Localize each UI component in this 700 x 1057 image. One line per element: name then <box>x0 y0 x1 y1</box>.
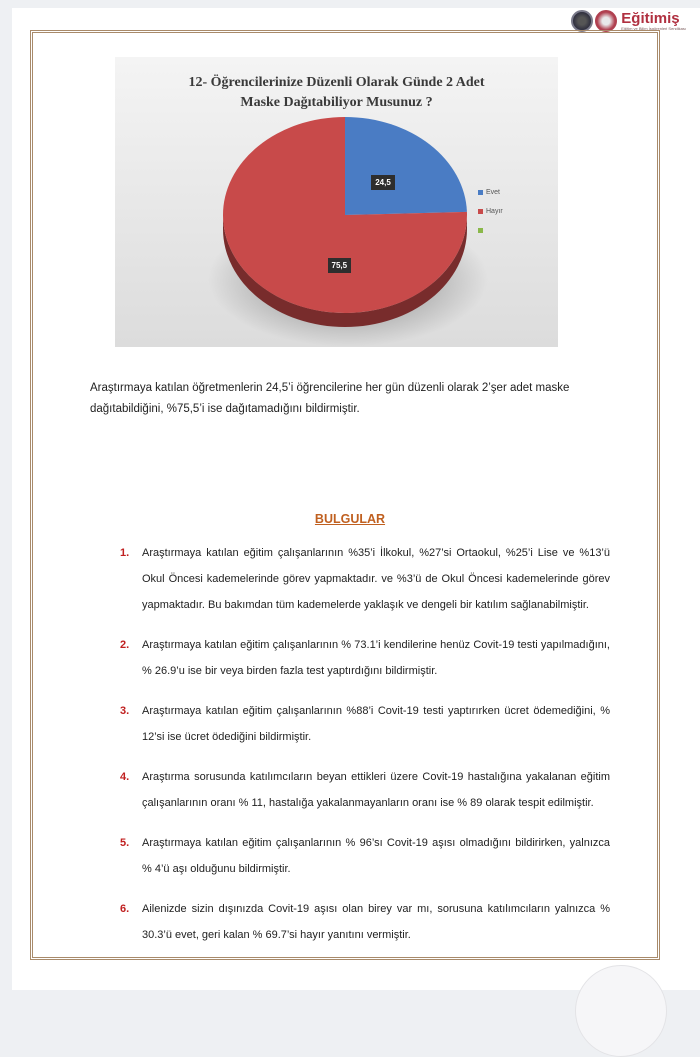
logo-word: Eğitimiş <box>621 10 680 27</box>
section-title-bulgular: BULGULAR <box>314 512 386 526</box>
legend-swatch <box>478 228 483 233</box>
emblem-icon <box>571 10 593 32</box>
legend-item <box>478 202 503 220</box>
legend-swatch <box>478 209 483 214</box>
finding-number: 2. <box>120 639 130 651</box>
chart-title <box>115 73 558 113</box>
finding-text: Araştırmaya katılan eğitim çalışanlarının %35’i İlkokul, %27’si Ortaokul, %25’i Lise ve %13’ü Okul Öncesi kademelerinde görev yapmaktadır. ve %3’ü de Okul Öncesi kademelerinde görev yapmaktadır. Bu bakımdan tüm kademelerde yaklaşık ve dengeli bir katılım sağlanabilmiştir. <box>142 547 610 611</box>
finding-item <box>120 830 610 882</box>
finding-number: 6. <box>120 903 130 915</box>
logo-text-block <box>621 11 686 31</box>
finding-text: Araştırmaya katılan eğitim çalışanlarının %88’i Covit-19 testi yaptırırken ücret ödemediğini, % 12’si ise ücret ödediğini bildirmiştir. <box>142 705 610 743</box>
finding-item <box>120 896 610 948</box>
chart-title-line-2: Maske Dağıtabiliyor Musunuz ? <box>240 95 433 110</box>
finding-item <box>120 632 610 684</box>
pie-chart <box>115 57 558 347</box>
decorative-circle <box>575 965 667 1057</box>
chart-title-line-1: 12- Öğrencilerinize Düzenli Olarak Günde 2 Adet <box>188 75 485 90</box>
legend-item <box>478 221 503 239</box>
finding-number: 1. <box>120 547 130 559</box>
legend-label: Evet <box>486 188 501 196</box>
summary-paragraph: Araştırmaya katılan öğretmenlerin 24,5’i öğrencilerine her gün düzenli olarak 2’şer adet maske dağıtabildiğini, %75,5’i ise dağıtamadığını bildirmiştir. <box>90 382 570 415</box>
legend-item <box>478 183 503 201</box>
finding-item <box>120 698 610 750</box>
data-label-evet: 24,5 <box>371 175 395 190</box>
logo-subtitle: Eğitim ve Bilim İşgörenleri Sendikası <box>621 26 686 31</box>
finding-number: 4. <box>120 771 130 783</box>
finding-text: Araştırma sorusunda katılımcıların beyan ettikleri üzere Covit-19 hastalığına yakalanan eğitim çalışanlarının oranı % 11, hastalığa yakalanmayanların oranı ise % 89 olarak tespit edilmiştir. <box>142 771 610 809</box>
finding-item <box>120 764 610 816</box>
emblem-icon <box>595 10 617 32</box>
findings-list <box>120 540 610 948</box>
finding-text: Araştırmaya katılan eğitim çalışanlarının % 96’sı Covit-19 aşısı olmadığını bildirirken, yalnızca % 4’ü aşı olduğunu bildirmiştir. <box>142 837 610 875</box>
legend-label: Hayır <box>486 207 503 215</box>
legend-swatch <box>478 190 483 195</box>
data-label-hayır: 75,5 <box>328 258 352 273</box>
finding-text: Ailenizde sizin dışınızda Covit-19 aşısı olan birey var mı, sorusuna katılımcıların yalnızca % 30.3’ü evet, geri kalan % 69.7’si hayır yanıtını vermiştir. <box>142 903 610 941</box>
eğitimiş-logo <box>571 10 686 32</box>
finding-number: 5. <box>120 837 130 849</box>
finding-item <box>120 540 610 618</box>
finding-number: 3. <box>120 705 130 717</box>
chart-legend <box>478 183 503 240</box>
finding-text: Araştırmaya katılan eğitim çalışanlarının % 73.1’i kendilerine henüz Covit-19 testi yapılmadığını, % 26.9’u ise bir veya birden fazla test yaptırdığını bildirmiştir. <box>142 639 610 677</box>
